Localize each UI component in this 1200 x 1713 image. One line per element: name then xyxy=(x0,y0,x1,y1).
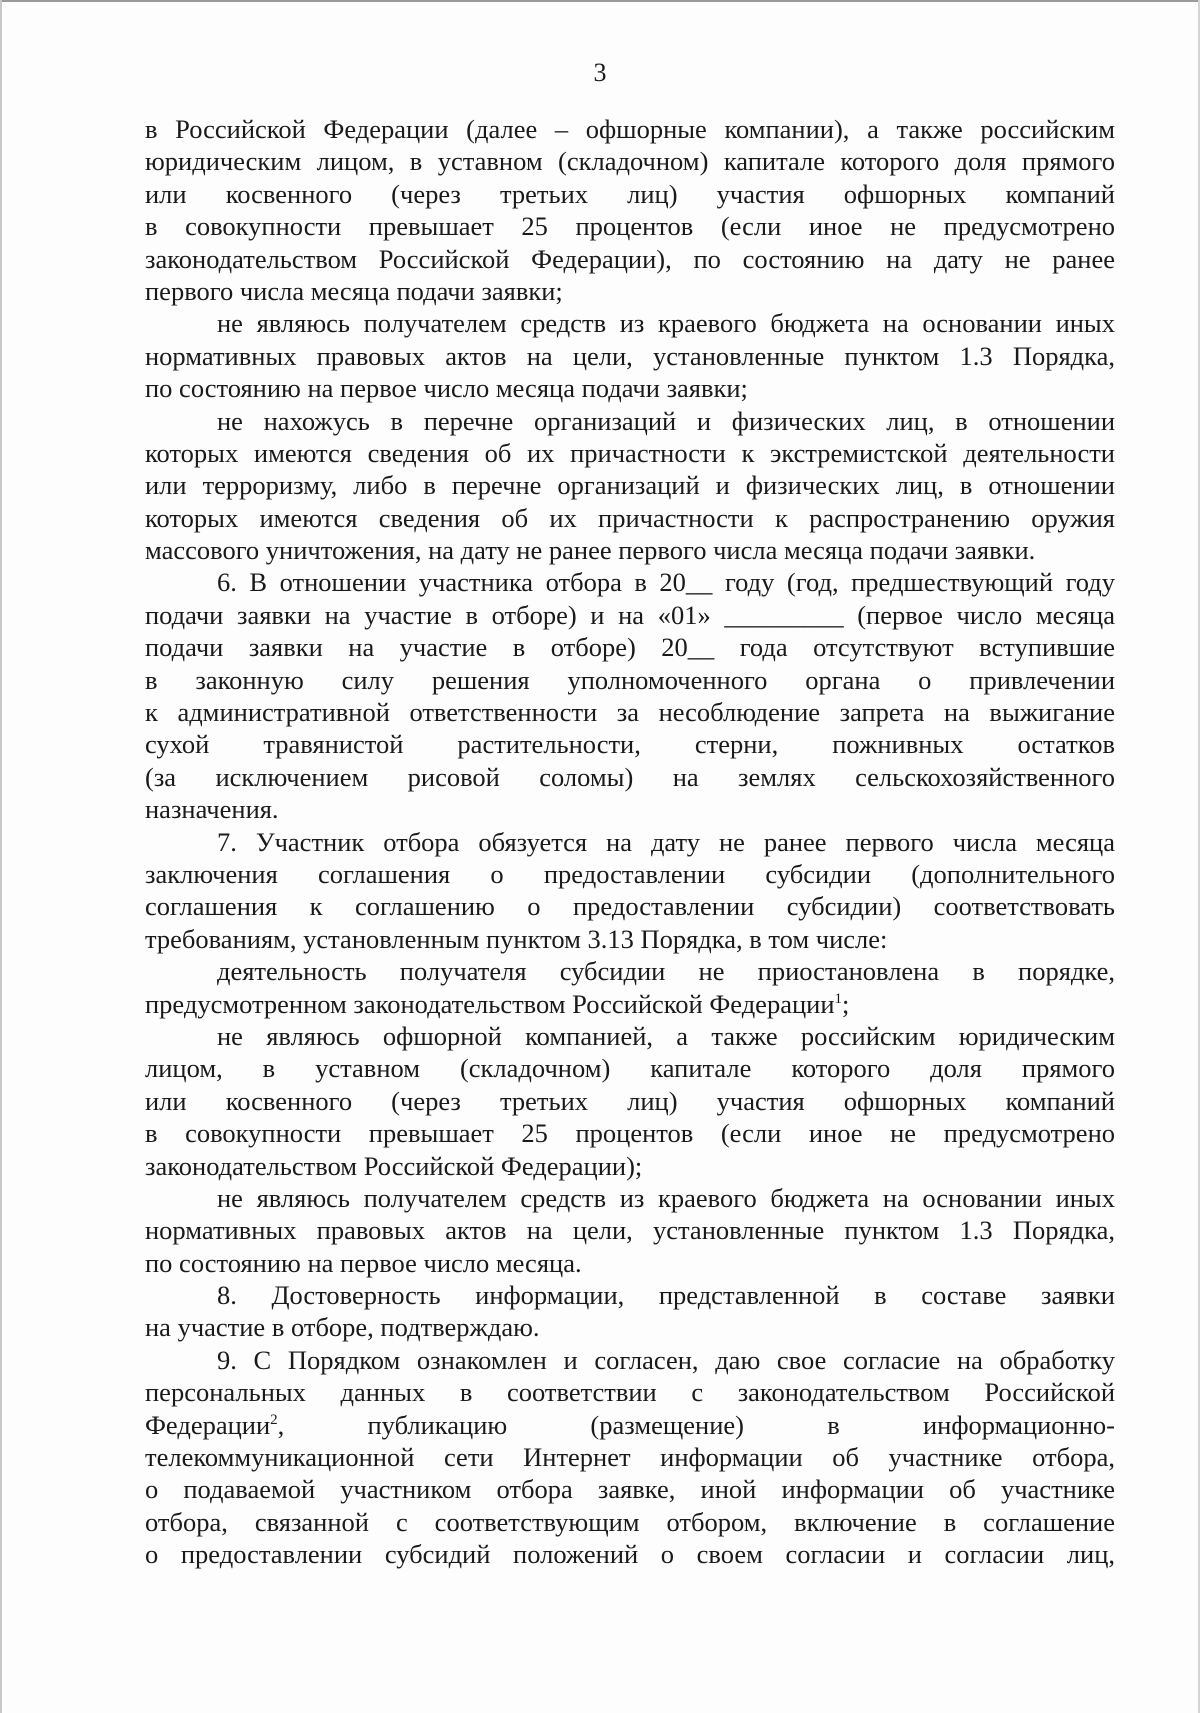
text-line-content: в Российской Федерации (далее – офшорные компании), а также российским xyxy=(145,114,1115,144)
text-line-content: не являюсь офшорной компанией, а также российским юридическим xyxy=(217,1020,1115,1051)
footnote-marker: 1 xyxy=(834,990,843,1007)
text-line xyxy=(145,923,1115,955)
text-line xyxy=(145,1538,1115,1570)
text-line-content: законодательством Российской Федерации), по состоянию на дату не ранее xyxy=(145,243,1115,274)
text-line xyxy=(145,534,1115,566)
text-line xyxy=(145,1247,1115,1279)
text-line-content: на участие в отборе, подтверждаю. xyxy=(145,1312,540,1343)
text-line xyxy=(145,178,1115,210)
text-line-content: отбора, связанной с соответствующим отбором, включение в соглашение xyxy=(145,1506,1115,1537)
text-line xyxy=(145,405,1115,437)
text-line-content: (за исключением рисовой соломы) на землях сельскохозяйственного xyxy=(145,761,1115,792)
text-line xyxy=(145,858,1115,890)
text-line-content: законодательством Российской Федерации); xyxy=(145,1150,643,1181)
text-line-content: которых имеются сведения об их причастности к экстремистской деятельности xyxy=(145,437,1115,468)
text-line xyxy=(145,599,1115,631)
text-line-content: 9. С Порядком ознакомлен и согласен, даю свое согласие на обработку xyxy=(217,1344,1115,1375)
text-line xyxy=(145,210,1115,242)
text-line-content: сухой травянистой растительности, стерни, пожнивных остатков xyxy=(145,729,1115,760)
text-line xyxy=(145,696,1115,728)
text-line-content: подачи заявки на участие в отборе) 20__ года отсутствуют вступившие xyxy=(145,632,1115,663)
text-line xyxy=(145,1344,1115,1376)
text-line xyxy=(145,1279,1115,1311)
text-line-content: предусмотренном законодательством Российской Федерации xyxy=(145,988,835,1019)
text-line-content: требованиям, установленным пунктом 3.13 Порядка, в том числе: xyxy=(145,923,888,954)
text-line-content: не являюсь получателем средств из краевого бюджета на основании иных xyxy=(217,308,1115,339)
text-line xyxy=(145,145,1115,177)
text-line-content: соглашения к соглашению о предоставлении субсидии) соответствовать xyxy=(145,891,1115,922)
text-line xyxy=(145,1085,1115,1117)
text-line-content: 8. Достоверность информации, представленной в составе заявки xyxy=(217,1280,1115,1311)
text-line xyxy=(145,340,1115,372)
text-line-content: заключения соглашения о предоставлении субсидии (дополнительного xyxy=(145,858,1115,889)
text-line xyxy=(145,502,1115,534)
text-line-content: деятельность получателя субсидии не приостановлена в порядке, xyxy=(217,956,1115,987)
text-line-content: не нахожусь в перечне организаций и физических лиц, в отношении xyxy=(217,405,1115,436)
text-line xyxy=(145,728,1115,760)
text-line xyxy=(145,469,1115,501)
text-line-content: или косвенного (через третьих лиц) участия офшорных компаний xyxy=(145,1085,1115,1116)
page-number: 3 xyxy=(593,58,607,87)
text-line xyxy=(145,761,1115,793)
text-line xyxy=(145,275,1115,307)
text-line-content: или косвенного (через третьих лиц) участия офшорных компаний xyxy=(145,178,1115,209)
text-line-content: массового уничтожения, на дату не ранее первого числа месяца подачи заявки. xyxy=(145,535,1036,566)
text-line xyxy=(145,1376,1115,1408)
text-line-content: Федерации xyxy=(145,1409,271,1440)
text-line xyxy=(145,1311,1115,1343)
text-line-content: которых имеются сведения об их причастности к распространению оружия xyxy=(145,502,1115,533)
text-line xyxy=(145,243,1115,275)
text-line xyxy=(145,437,1115,469)
text-line-content: к административной ответственности за несоблюдение запрета на выжигание xyxy=(145,697,1115,728)
text-line-content: персональных данных в соответствии с законодательством Российской xyxy=(145,1377,1115,1408)
text-line-content: не являюсь получателем средств из краевого бюджета на основании иных xyxy=(217,1182,1115,1213)
text-line-content: 6. В отношении участника отбора в 20__ году (год, предшествующий году xyxy=(217,567,1115,598)
text-line xyxy=(145,1441,1115,1473)
text-line xyxy=(145,1473,1115,1505)
text-line-content: подачи заявки на участие в отборе) и на «01» _________ (первое число месяца xyxy=(145,599,1115,630)
text-line-content: или терроризму, либо в перечне организаций и физических лиц, в отношении xyxy=(145,470,1115,501)
text-line-continuation: , публикацию (размещение) в информационно- xyxy=(277,1409,1115,1440)
text-line-content: лицом, в уставном (складочном) капитале которого доля прямого xyxy=(145,1053,1115,1084)
scan-edge-top xyxy=(0,0,1200,2)
text-line xyxy=(145,372,1115,404)
text-line xyxy=(145,1409,1115,1441)
text-line xyxy=(145,307,1115,339)
text-line-content: по состоянию на первое число месяца. xyxy=(145,1247,582,1278)
text-line xyxy=(145,1052,1115,1084)
text-line-content: о подаваемой участником отбора заявке, иной информации об участнике xyxy=(145,1474,1115,1505)
text-line xyxy=(145,988,1115,1020)
text-line xyxy=(145,631,1115,663)
text-line-content: нормативных правовых актов на цели, установленные пунктом 1.3 Порядка, xyxy=(145,1215,1115,1246)
text-line-content: в совокупности превышает 25 процентов (если иное не предусмотрено xyxy=(145,1118,1115,1149)
text-line-content: по состоянию на первое число месяца подачи заявки; xyxy=(145,373,748,404)
text-line-content: назначения. xyxy=(145,794,279,825)
text-line xyxy=(145,1182,1115,1214)
text-line xyxy=(145,664,1115,696)
text-line xyxy=(145,113,1115,145)
text-line-content: в законную силу решения уполномоченного органа о привлечении xyxy=(145,664,1115,695)
text-line-content: нормативных правовых актов на цели, установленные пунктом 1.3 Порядка, xyxy=(145,340,1115,371)
text-line-content: в совокупности превышает 25 процентов (если иное не предусмотрено xyxy=(145,211,1115,242)
text-line xyxy=(145,1117,1115,1149)
text-line-content: телекоммуникационной сети Интернет информации об участнике отбора, xyxy=(145,1442,1115,1473)
text-line xyxy=(145,1020,1115,1052)
text-line-content: о предоставлении субсидий положений о своем согласии и согласии лиц, xyxy=(145,1539,1115,1570)
footnote-marker: 2 xyxy=(270,1411,278,1428)
text-line-content: юридическим лицом, в уставном (складочном) капитале которого доля прямого xyxy=(145,146,1115,177)
document-body xyxy=(145,113,1115,1571)
text-line xyxy=(145,955,1115,987)
text-line-content: первого числа месяца подачи заявки; xyxy=(145,275,563,306)
text-line xyxy=(145,1506,1115,1538)
text-line xyxy=(145,1214,1115,1246)
text-line-continuation: ; xyxy=(842,988,850,1019)
text-line xyxy=(145,890,1115,922)
text-line xyxy=(145,826,1115,858)
text-line-content: 7. Участник отбора обязуется на дату не ранее первого числа месяца xyxy=(217,826,1115,857)
text-line xyxy=(145,1150,1115,1182)
text-line xyxy=(145,566,1115,598)
text-line xyxy=(145,793,1115,825)
scan-edge-left xyxy=(0,0,2,1713)
